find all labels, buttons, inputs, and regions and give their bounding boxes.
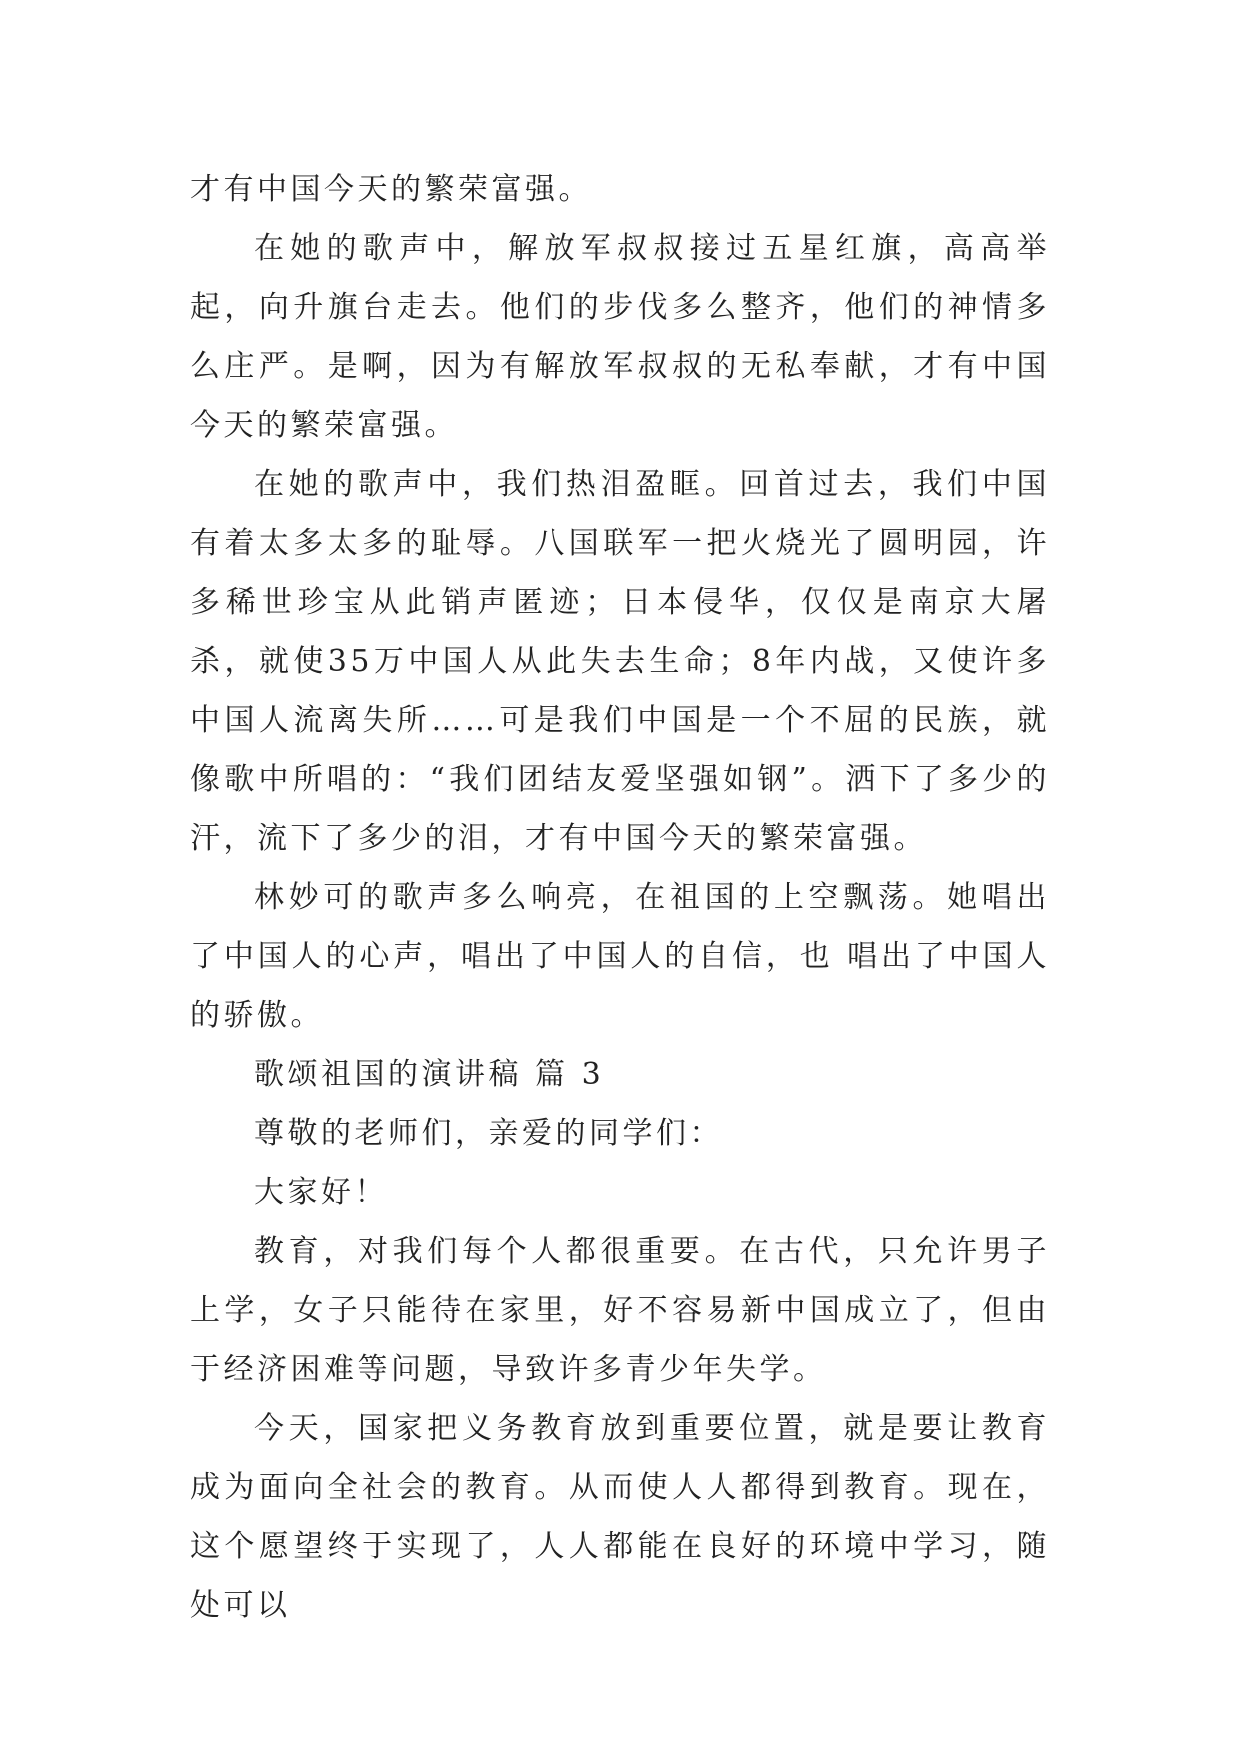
paragraph-2: 在她的歌声中，解放军叔叔接过五星红旗，高高举起，向升旗台走去。他们的步伐多么整齐，他们的神情多么庄严。是啊，因为有解放军叔叔的无私奉献，才有中国今天的繁荣富强。 [190,231,1050,443]
salutation: 尊敬的老师们，亲爱的同学们： [254,1116,723,1151]
paragraph-4: 林妙可的歌声多么响亮，在祖国的上空飘荡。她唱出了中国人的心声，唱出了中国人的自信，也 唱出了中国人的骄傲。 [190,880,1050,1033]
paragraph-5: 教育，对我们每个人都很重要。在古代，只允许男子上学，女子只能待在家里，好不容易新中国成立了，但由于经济困难等问题，导致许多青少年失学。 [190,1234,1050,1387]
paragraph-3: 在她的歌声中，我们热泪盈眶。回首过去，我们中国有着太多太多的耻辱。八国联军一把火烧光了圆明园，许多稀世珍宝从此销声匿迹；日本侵华，仅仅是南京大屠杀，就使35万中国人从此失去生命；8年内战，又使许多中国人流离失所……可是我们中国是一个不屈的民族，就像歌中所唱的：“我们团结友爱坚强如钢”。洒下了多少的汗，流下了多少的泪，才有中国今天的繁荣富强。 [190,467,1050,856]
document-body [190,160,1050,1635]
paragraph-6: 今天，国家把义务教育放到重要位置，就是要让教育成为面向全社会的教育。从而使人人都得到教育。现在，这个愿望终于实现了，人人都能在良好的环境中学习，随处可以 [190,1411,1050,1623]
greeting: 大家好！ [254,1175,388,1210]
paragraph-1: 才有中国今天的繁荣富强。 [190,172,592,207]
section-heading: 歌颂祖国的演讲稿 篇 3 [254,1057,605,1092]
